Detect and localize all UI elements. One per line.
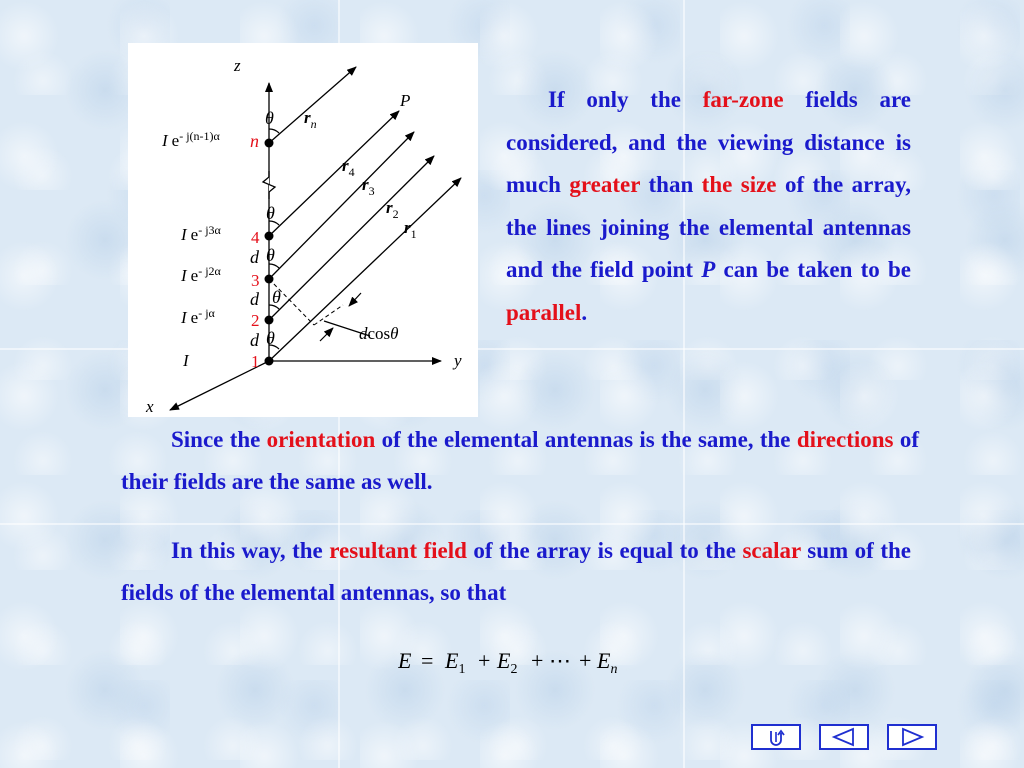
paragraph-text: of the array, the lines joining the elemental antennas and the field point xyxy=(506,172,912,282)
previous-slide-button[interactable] xyxy=(819,724,869,750)
paragraph-text: If only the xyxy=(548,87,703,112)
ray-label-2: $r_2$ xyxy=(386,198,399,221)
dcos-theta-label: dcosθ xyxy=(359,324,399,343)
highlight-term: resultant field xyxy=(329,538,467,563)
element-dot-n xyxy=(265,139,274,148)
theta-label: θ xyxy=(265,108,274,128)
equation-lhs: E xyxy=(398,648,412,673)
ray-rn xyxy=(269,67,356,143)
spacing-d-label: d xyxy=(250,330,259,350)
spacing-d-label: d xyxy=(250,247,259,267)
paragraph-text: of their fields are the same as well. xyxy=(121,427,919,494)
theta-arc xyxy=(269,129,279,133)
element-dot-2 xyxy=(265,316,274,325)
array-diagram xyxy=(128,43,478,417)
element-current-4: I $e^{- j3\alpha}$ xyxy=(181,223,221,244)
highlight-term: directions xyxy=(796,427,894,452)
ray-r2 xyxy=(269,156,434,320)
paragraph-text: can be taken to be xyxy=(715,257,911,282)
return-icon xyxy=(761,727,791,747)
ray-label-3: $r_3$ xyxy=(362,175,375,198)
theta-label: θ xyxy=(272,287,281,307)
next-slide-button[interactable] xyxy=(887,724,937,750)
element-index-n: n xyxy=(250,131,259,151)
paragraph-far-zone xyxy=(506,79,911,334)
spacing-d-label: d xyxy=(250,289,259,309)
point-p-label: P xyxy=(400,91,411,110)
paragraph-orientation xyxy=(121,419,919,503)
dim-arrow xyxy=(349,293,361,306)
theta-label: θ xyxy=(266,203,275,223)
paragraph-text: of the array is equal to the xyxy=(466,538,743,563)
highlight-term: far-zone xyxy=(702,87,784,112)
equation-term-n: $E_n$ xyxy=(597,648,618,677)
equation-plus: + xyxy=(478,648,491,673)
paragraph-text: In this way, the xyxy=(171,538,330,563)
paragraph-text: sum of the fields of the elemental antennas, so that xyxy=(121,538,911,605)
ray-label-4: $r_4$ xyxy=(342,156,355,179)
z-axis-label: z xyxy=(234,56,241,75)
highlight-term: the size xyxy=(701,172,777,197)
equation-term-1: $E_1$ xyxy=(445,648,466,677)
sum-equation xyxy=(398,646,638,685)
element-current-2: I $e^{- j\alpha}$ xyxy=(181,306,215,327)
highlight-term: orientation xyxy=(266,427,376,452)
ray-label-n: $r_n$ xyxy=(304,108,317,131)
x-axis-label: x xyxy=(146,397,154,416)
equation-equals: = xyxy=(421,648,434,673)
element-current-1: I xyxy=(183,351,189,370)
element-current-n: I $e^{- j(n-1)\alpha}$ xyxy=(162,129,220,150)
element-index-4: 4 xyxy=(251,228,260,247)
ray-label-1: $r_1$ xyxy=(404,218,417,241)
element-dot-4 xyxy=(265,232,274,241)
highlight-term: greater xyxy=(569,172,641,197)
theta-label: θ xyxy=(266,328,275,348)
equation-svg xyxy=(398,646,638,680)
return-button[interactable] xyxy=(751,724,801,750)
equation-plus: + xyxy=(531,648,544,673)
theta-label: θ xyxy=(266,245,275,265)
highlight-term: scalar xyxy=(742,538,801,563)
array-diagram-svg xyxy=(128,43,478,417)
axis-break xyxy=(263,171,275,199)
paragraph-text: fields are considered, and the viewing distance is much xyxy=(506,87,911,197)
paragraph-text: P xyxy=(701,257,716,282)
paragraph-text: Since the xyxy=(171,427,267,452)
dim-arrow xyxy=(320,328,333,341)
paragraph-text: than xyxy=(640,172,702,197)
equation-plus: + xyxy=(579,648,592,673)
highlight-term: parallel xyxy=(506,299,582,325)
paragraph-text: . xyxy=(581,299,588,325)
background-seam xyxy=(0,523,1024,525)
paragraph-resultant-field xyxy=(121,530,911,614)
element-dot-1 xyxy=(265,357,274,366)
element-index-2: 2 xyxy=(251,311,260,330)
left-triangle-icon xyxy=(829,727,859,747)
element-index-1: 1 xyxy=(251,352,260,371)
equation-ellipsis: ⋯ xyxy=(549,648,571,673)
ray-r4 xyxy=(269,111,399,236)
right-triangle-icon xyxy=(897,727,927,747)
element-index-3: 3 xyxy=(251,271,260,290)
element-current-3: I $e^{- j2\alpha}$ xyxy=(181,264,221,285)
y-axis-label: y xyxy=(454,351,462,370)
paragraph-text: of the elemental antennas is the same, the xyxy=(375,427,797,452)
equation-term-2: $E_2$ xyxy=(497,648,518,677)
element-dot-3 xyxy=(265,275,274,284)
